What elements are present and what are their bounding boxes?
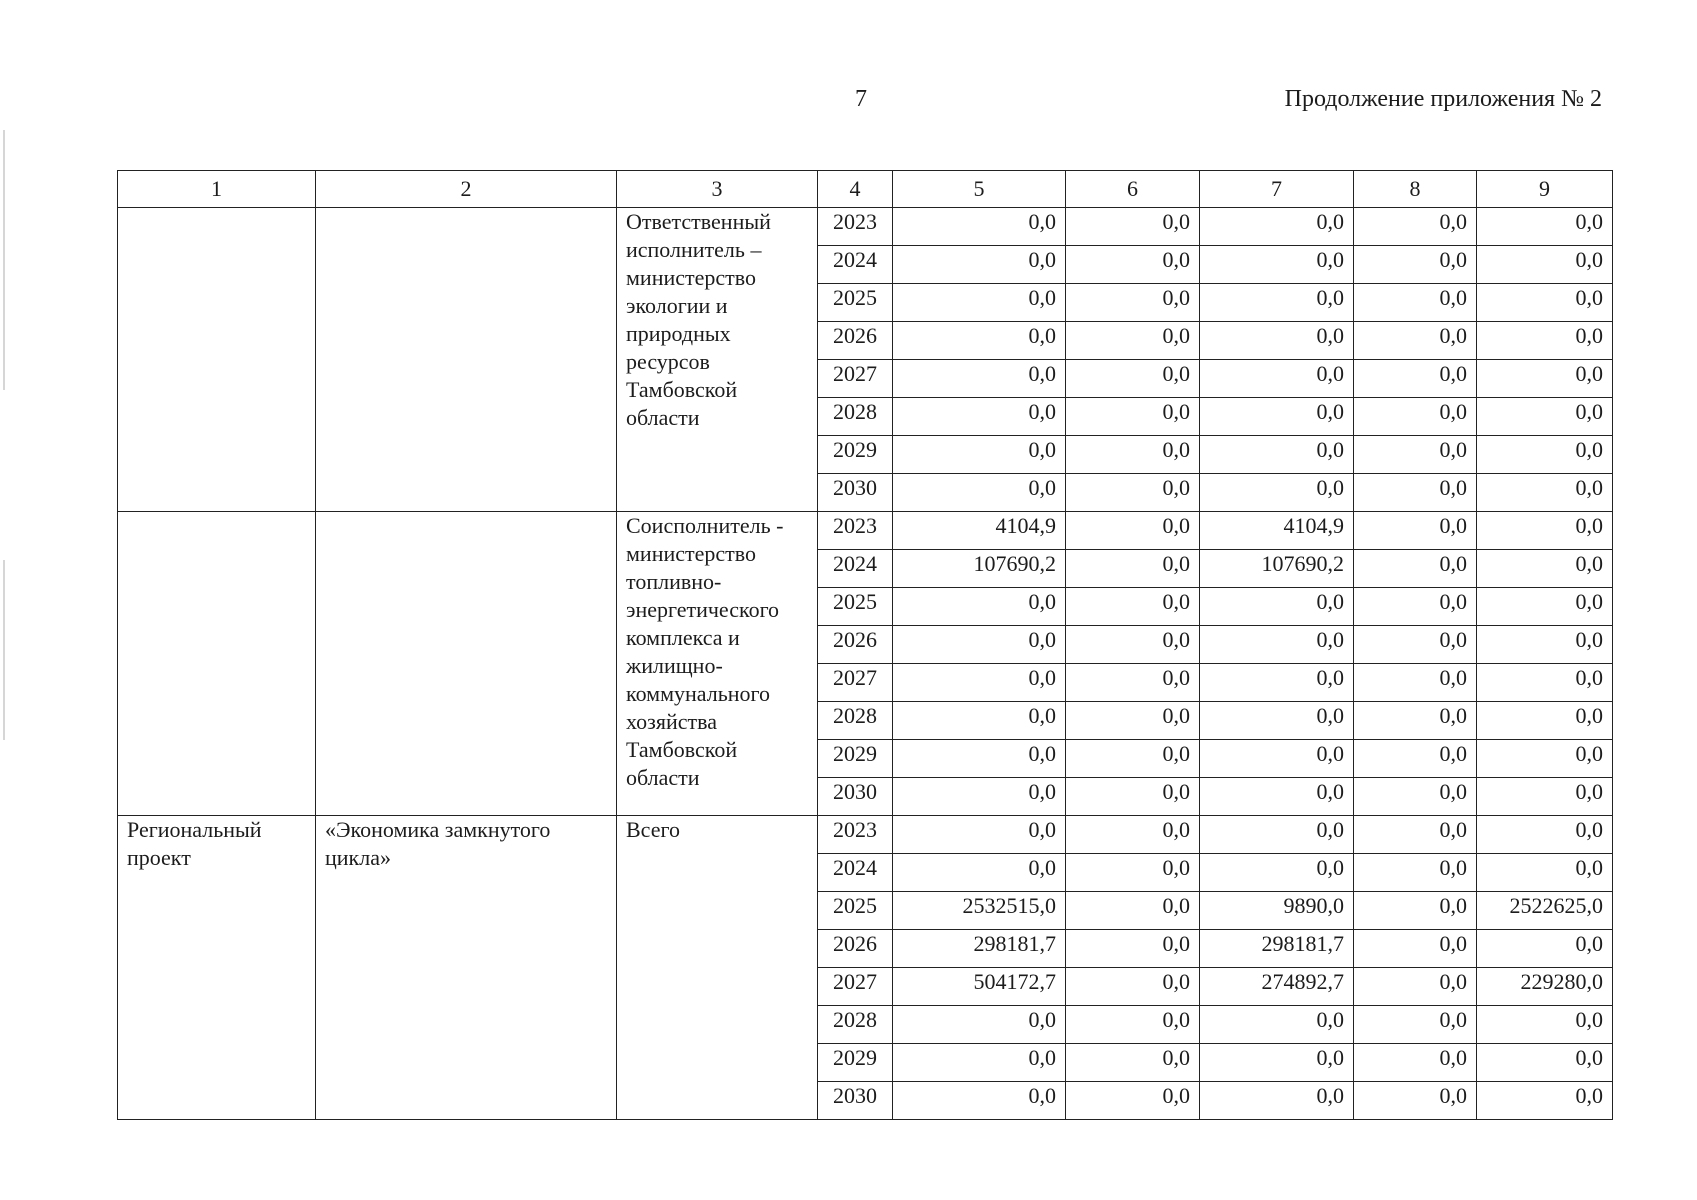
other-sources-cell: 0,0 bbox=[1477, 816, 1613, 854]
federal-budget-cell: 0,0 bbox=[1066, 930, 1200, 968]
other-sources-cell: 0,0 bbox=[1477, 1006, 1613, 1044]
year-cell: 2026 bbox=[818, 626, 893, 664]
executor-cell: Ответственный исполнитель – министерство экологии и природных ресурсов Тамбовской области bbox=[617, 208, 818, 512]
local-budget-cell: 0,0 bbox=[1354, 588, 1477, 626]
total-amount-cell: 0,0 bbox=[893, 474, 1066, 512]
table-row bbox=[118, 512, 1613, 550]
federal-budget-cell: 0,0 bbox=[1066, 398, 1200, 436]
total-amount-cell: 0,0 bbox=[893, 1044, 1066, 1082]
appendix-continuation-note: Продолжение приложения № 2 bbox=[1284, 86, 1602, 112]
regional-budget-cell: 274892,7 bbox=[1200, 968, 1354, 1006]
other-sources-cell: 229280,0 bbox=[1477, 968, 1613, 1006]
project-name-cell bbox=[316, 512, 617, 816]
scan-edge-mark bbox=[3, 560, 5, 740]
local-budget-cell: 0,0 bbox=[1354, 550, 1477, 588]
total-amount-cell: 2532515,0 bbox=[893, 892, 1066, 930]
regional-budget-cell: 0,0 bbox=[1200, 626, 1354, 664]
project-name-cell bbox=[316, 208, 617, 512]
other-sources-cell: 0,0 bbox=[1477, 588, 1613, 626]
other-sources-cell: 0,0 bbox=[1477, 512, 1613, 550]
total-amount-cell: 0,0 bbox=[893, 740, 1066, 778]
federal-budget-cell: 0,0 bbox=[1066, 702, 1200, 740]
other-sources-cell: 0,0 bbox=[1477, 360, 1613, 398]
year-cell: 2030 bbox=[818, 778, 893, 816]
regional-budget-cell: 0,0 bbox=[1200, 208, 1354, 246]
year-cell: 2027 bbox=[818, 360, 893, 398]
table-row bbox=[118, 208, 1613, 246]
local-budget-cell: 0,0 bbox=[1354, 778, 1477, 816]
federal-budget-cell: 0,0 bbox=[1066, 360, 1200, 398]
year-cell: 2024 bbox=[818, 550, 893, 588]
local-budget-cell: 0,0 bbox=[1354, 816, 1477, 854]
funding-table bbox=[117, 170, 1613, 1120]
federal-budget-cell: 0,0 bbox=[1066, 550, 1200, 588]
regional-budget-cell: 0,0 bbox=[1200, 246, 1354, 284]
local-budget-cell: 0,0 bbox=[1354, 512, 1477, 550]
other-sources-cell: 0,0 bbox=[1477, 284, 1613, 322]
local-budget-cell: 0,0 bbox=[1354, 740, 1477, 778]
regional-budget-cell: 0,0 bbox=[1200, 740, 1354, 778]
total-amount-cell: 0,0 bbox=[893, 436, 1066, 474]
column-header: 5 bbox=[893, 171, 1066, 208]
other-sources-cell: 0,0 bbox=[1477, 208, 1613, 246]
federal-budget-cell: 0,0 bbox=[1066, 322, 1200, 360]
year-cell: 2024 bbox=[818, 854, 893, 892]
total-amount-cell: 504172,7 bbox=[893, 968, 1066, 1006]
regional-budget-cell: 0,0 bbox=[1200, 702, 1354, 740]
year-cell: 2028 bbox=[818, 702, 893, 740]
executor-cell: Всего bbox=[617, 816, 818, 1120]
year-cell: 2029 bbox=[818, 436, 893, 474]
year-cell: 2029 bbox=[818, 740, 893, 778]
local-budget-cell: 0,0 bbox=[1354, 626, 1477, 664]
local-budget-cell: 0,0 bbox=[1354, 436, 1477, 474]
federal-budget-cell: 0,0 bbox=[1066, 740, 1200, 778]
table-row bbox=[118, 816, 1613, 854]
year-cell: 2027 bbox=[818, 664, 893, 702]
other-sources-cell: 0,0 bbox=[1477, 854, 1613, 892]
column-header: 2 bbox=[316, 171, 617, 208]
total-amount-cell: 0,0 bbox=[893, 246, 1066, 284]
local-budget-cell: 0,0 bbox=[1354, 1006, 1477, 1044]
total-amount-cell: 0,0 bbox=[893, 702, 1066, 740]
year-cell: 2030 bbox=[818, 1082, 893, 1120]
federal-budget-cell: 0,0 bbox=[1066, 854, 1200, 892]
total-amount-cell: 0,0 bbox=[893, 208, 1066, 246]
other-sources-cell: 0,0 bbox=[1477, 702, 1613, 740]
regional-budget-cell: 0,0 bbox=[1200, 854, 1354, 892]
other-sources-cell: 0,0 bbox=[1477, 550, 1613, 588]
year-cell: 2029 bbox=[818, 1044, 893, 1082]
federal-budget-cell: 0,0 bbox=[1066, 246, 1200, 284]
total-amount-cell: 298181,7 bbox=[893, 930, 1066, 968]
total-amount-cell: 0,0 bbox=[893, 284, 1066, 322]
year-cell: 2023 bbox=[818, 512, 893, 550]
federal-budget-cell: 0,0 bbox=[1066, 816, 1200, 854]
other-sources-cell: 0,0 bbox=[1477, 246, 1613, 284]
other-sources-cell: 0,0 bbox=[1477, 474, 1613, 512]
federal-budget-cell: 0,0 bbox=[1066, 968, 1200, 1006]
federal-budget-cell: 0,0 bbox=[1066, 1082, 1200, 1120]
federal-budget-cell: 0,0 bbox=[1066, 208, 1200, 246]
regional-budget-cell: 0,0 bbox=[1200, 398, 1354, 436]
regional-budget-cell: 4104,9 bbox=[1200, 512, 1354, 550]
local-budget-cell: 0,0 bbox=[1354, 208, 1477, 246]
year-cell: 2030 bbox=[818, 474, 893, 512]
federal-budget-cell: 0,0 bbox=[1066, 284, 1200, 322]
total-amount-cell: 0,0 bbox=[893, 1006, 1066, 1044]
year-cell: 2026 bbox=[818, 322, 893, 360]
other-sources-cell: 0,0 bbox=[1477, 1044, 1613, 1082]
regional-budget-cell: 0,0 bbox=[1200, 816, 1354, 854]
other-sources-cell: 0,0 bbox=[1477, 930, 1613, 968]
regional-budget-cell: 0,0 bbox=[1200, 588, 1354, 626]
regional-budget-cell: 0,0 bbox=[1200, 1082, 1354, 1120]
local-budget-cell: 0,0 bbox=[1354, 474, 1477, 512]
other-sources-cell: 0,0 bbox=[1477, 664, 1613, 702]
scan-edge-mark bbox=[3, 130, 5, 390]
year-cell: 2028 bbox=[818, 1006, 893, 1044]
year-cell: 2026 bbox=[818, 930, 893, 968]
program-element-cell bbox=[118, 512, 316, 816]
local-budget-cell: 0,0 bbox=[1354, 968, 1477, 1006]
executor-cell: Соисполнитель - министерство топливно-энергетического комплекса и жилищно-коммунального хозяйства Тамбовской области bbox=[617, 512, 818, 816]
total-amount-cell: 0,0 bbox=[893, 398, 1066, 436]
other-sources-cell: 0,0 bbox=[1477, 436, 1613, 474]
other-sources-cell: 0,0 bbox=[1477, 778, 1613, 816]
year-cell: 2025 bbox=[818, 284, 893, 322]
federal-budget-cell: 0,0 bbox=[1066, 588, 1200, 626]
year-cell: 2023 bbox=[818, 816, 893, 854]
regional-budget-cell: 0,0 bbox=[1200, 664, 1354, 702]
column-header: 3 bbox=[617, 171, 818, 208]
total-amount-cell: 0,0 bbox=[893, 360, 1066, 398]
project-name-cell: «Экономика замкнутого цикла» bbox=[316, 816, 617, 1120]
regional-budget-cell: 9890,0 bbox=[1200, 892, 1354, 930]
federal-budget-cell: 0,0 bbox=[1066, 1006, 1200, 1044]
program-element-cell bbox=[118, 208, 316, 512]
local-budget-cell: 0,0 bbox=[1354, 892, 1477, 930]
local-budget-cell: 0,0 bbox=[1354, 360, 1477, 398]
total-amount-cell: 0,0 bbox=[893, 588, 1066, 626]
local-budget-cell: 0,0 bbox=[1354, 1044, 1477, 1082]
total-amount-cell: 0,0 bbox=[893, 1082, 1066, 1120]
column-header: 1 bbox=[118, 171, 316, 208]
other-sources-cell: 0,0 bbox=[1477, 740, 1613, 778]
regional-budget-cell: 298181,7 bbox=[1200, 930, 1354, 968]
regional-budget-cell: 0,0 bbox=[1200, 360, 1354, 398]
regional-budget-cell: 0,0 bbox=[1200, 1044, 1354, 1082]
column-header: 7 bbox=[1200, 171, 1354, 208]
total-amount-cell: 0,0 bbox=[893, 778, 1066, 816]
federal-budget-cell: 0,0 bbox=[1066, 778, 1200, 816]
year-cell: 2024 bbox=[818, 246, 893, 284]
local-budget-cell: 0,0 bbox=[1354, 1082, 1477, 1120]
column-header: 8 bbox=[1354, 171, 1477, 208]
local-budget-cell: 0,0 bbox=[1354, 246, 1477, 284]
program-element-cell: Региональный проект bbox=[118, 816, 316, 1120]
page-number: 7 bbox=[855, 86, 867, 112]
federal-budget-cell: 0,0 bbox=[1066, 1044, 1200, 1082]
regional-budget-cell: 0,0 bbox=[1200, 474, 1354, 512]
total-amount-cell: 4104,9 bbox=[893, 512, 1066, 550]
column-header: 9 bbox=[1477, 171, 1613, 208]
other-sources-cell: 2522625,0 bbox=[1477, 892, 1613, 930]
other-sources-cell: 0,0 bbox=[1477, 1082, 1613, 1120]
regional-budget-cell: 0,0 bbox=[1200, 1006, 1354, 1044]
federal-budget-cell: 0,0 bbox=[1066, 474, 1200, 512]
column-header: 6 bbox=[1066, 171, 1200, 208]
total-amount-cell: 0,0 bbox=[893, 816, 1066, 854]
year-cell: 2027 bbox=[818, 968, 893, 1006]
local-budget-cell: 0,0 bbox=[1354, 398, 1477, 436]
year-cell: 2025 bbox=[818, 892, 893, 930]
federal-budget-cell: 0,0 bbox=[1066, 436, 1200, 474]
local-budget-cell: 0,0 bbox=[1354, 930, 1477, 968]
total-amount-cell: 0,0 bbox=[893, 664, 1066, 702]
regional-budget-cell: 0,0 bbox=[1200, 322, 1354, 360]
total-amount-cell: 0,0 bbox=[893, 322, 1066, 360]
year-cell: 2025 bbox=[818, 588, 893, 626]
year-cell: 2023 bbox=[818, 208, 893, 246]
regional-budget-cell: 0,0 bbox=[1200, 436, 1354, 474]
total-amount-cell: 0,0 bbox=[893, 626, 1066, 664]
federal-budget-cell: 0,0 bbox=[1066, 512, 1200, 550]
local-budget-cell: 0,0 bbox=[1354, 702, 1477, 740]
federal-budget-cell: 0,0 bbox=[1066, 664, 1200, 702]
other-sources-cell: 0,0 bbox=[1477, 626, 1613, 664]
column-header: 4 bbox=[818, 171, 893, 208]
regional-budget-cell: 107690,2 bbox=[1200, 550, 1354, 588]
local-budget-cell: 0,0 bbox=[1354, 284, 1477, 322]
regional-budget-cell: 0,0 bbox=[1200, 284, 1354, 322]
table-header-row bbox=[118, 171, 1613, 208]
total-amount-cell: 107690,2 bbox=[893, 550, 1066, 588]
local-budget-cell: 0,0 bbox=[1354, 664, 1477, 702]
federal-budget-cell: 0,0 bbox=[1066, 626, 1200, 664]
year-cell: 2028 bbox=[818, 398, 893, 436]
local-budget-cell: 0,0 bbox=[1354, 854, 1477, 892]
federal-budget-cell: 0,0 bbox=[1066, 892, 1200, 930]
local-budget-cell: 0,0 bbox=[1354, 322, 1477, 360]
other-sources-cell: 0,0 bbox=[1477, 322, 1613, 360]
total-amount-cell: 0,0 bbox=[893, 854, 1066, 892]
other-sources-cell: 0,0 bbox=[1477, 398, 1613, 436]
regional-budget-cell: 0,0 bbox=[1200, 778, 1354, 816]
